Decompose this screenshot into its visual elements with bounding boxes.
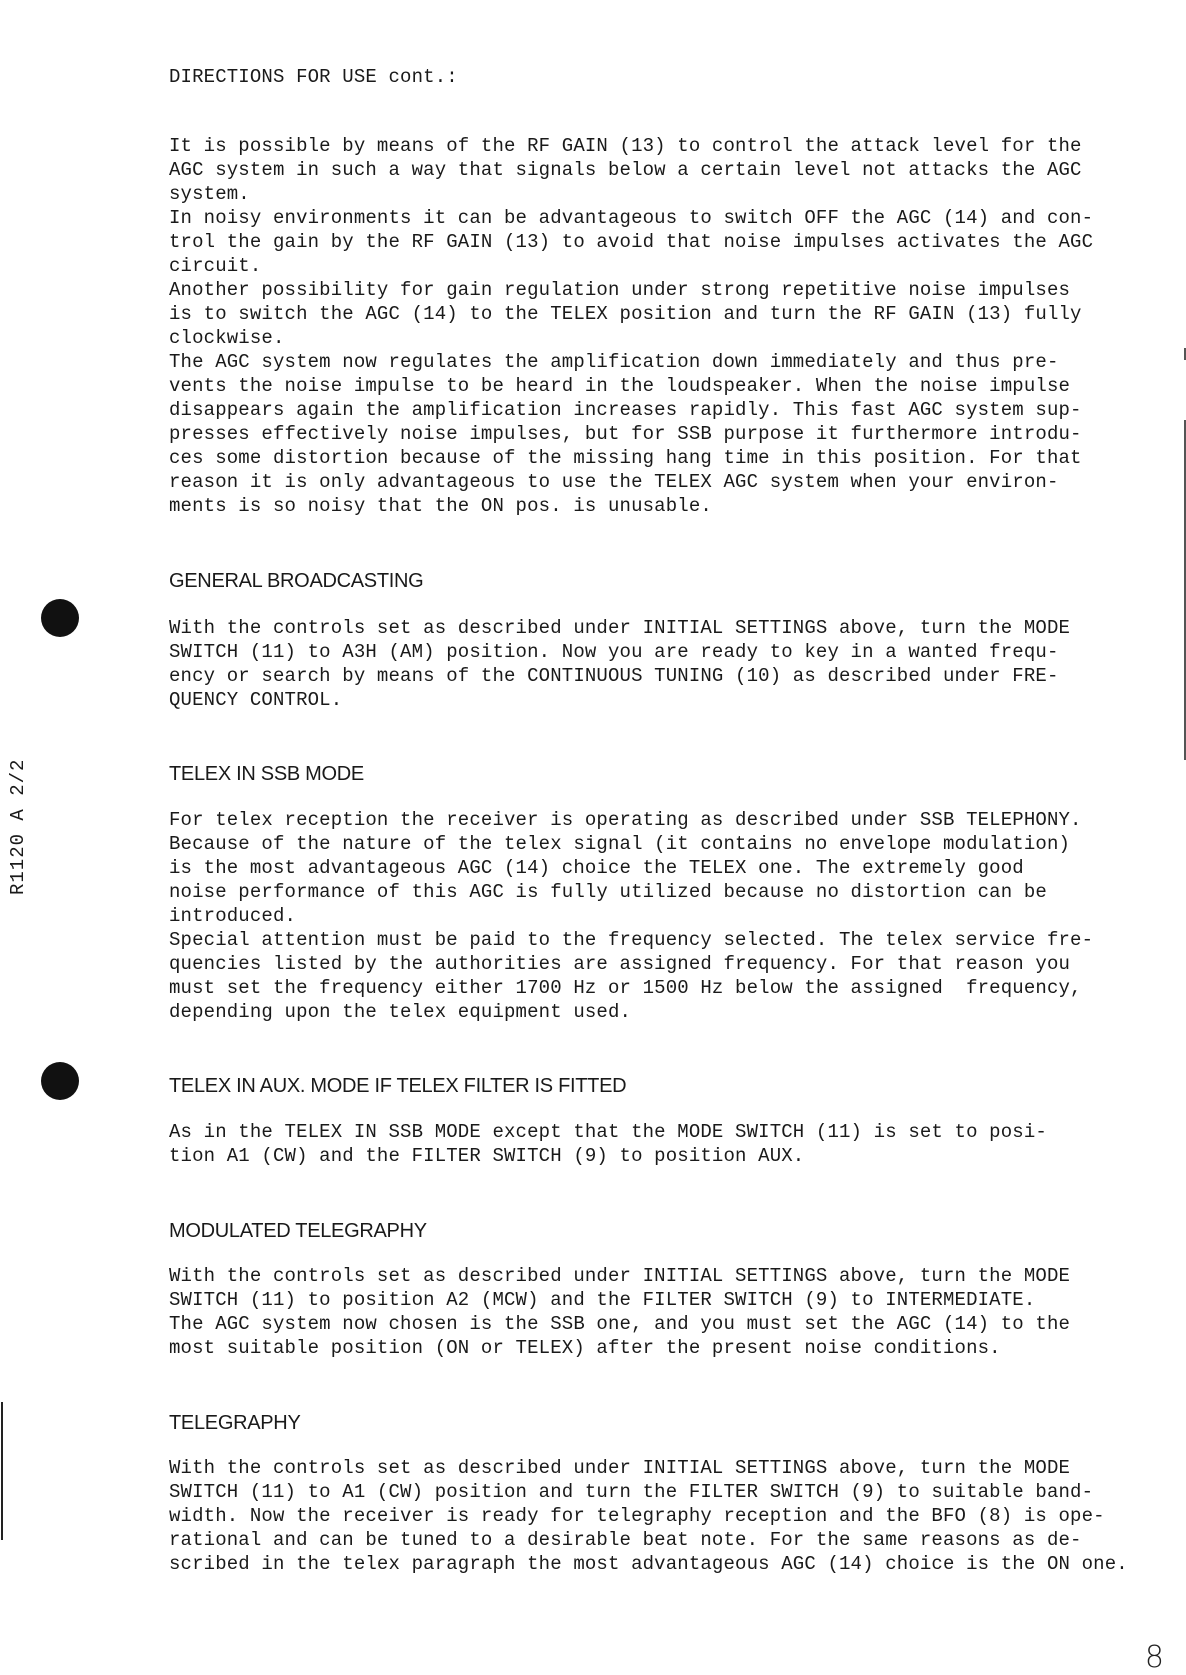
text-line: disappears again the amplification increases rapidly. This fast AGC system sup- [169, 399, 1082, 421]
text-line: Special attention must be paid to the frequency selected. The telex service fre- [169, 929, 1094, 951]
text-line: circuit. [169, 255, 262, 277]
text-line: AGC system in such a way that signals below a certain level not attacks the AGC [169, 159, 1082, 181]
text-line: ments is so noisy that the ON pos. is unusable. [169, 495, 712, 517]
text-line: most suitable position (ON or TELEX) after the present noise conditions. [169, 1337, 1001, 1359]
text-line: is to switch the AGC (14) to the TELEX position and turn the RF GAIN (13) fully [169, 303, 1082, 325]
text-line: The AGC system now regulates the amplification down immediately and thus pre- [169, 351, 1059, 373]
text-line: ces some distortion because of the missing hang time in this position. For that [169, 447, 1082, 469]
text-line: Because of the nature of the telex signal (it contains no envelope modulation) [169, 833, 1071, 855]
text-line: noise performance of this AGC is fully utilized because no distortion can be [169, 881, 1047, 903]
section-heading-modulated-telegraphy: MODULATED TELEGRAPHY [169, 1220, 427, 1242]
text-line: scribed in the telex paragraph the most advantageous AGC (14) choice is the ON one. [169, 1553, 1128, 1575]
page-header: DIRECTIONS FOR USE cont.: [169, 66, 458, 88]
text-line: For telex reception the receiver is operating as described under SSB TELEPHONY. [169, 809, 1082, 831]
section-heading-general-broadcasting: GENERAL BROADCASTING [169, 570, 424, 592]
text-line: With the controls set as described under INITIAL SETTINGS above, turn the MODE [169, 1265, 1071, 1287]
text-line: QUENCY CONTROL. [169, 689, 343, 711]
section-heading-telex-ssb: TELEX IN SSB MODE [169, 763, 364, 785]
scan-edge-mark [1, 1402, 3, 1540]
text-line: quencies listed by the authorities are assigned frequency. For that reason you [169, 953, 1071, 975]
text-line: With the controls set as described under INITIAL SETTINGS above, turn the MODE [169, 1457, 1071, 1479]
text-line: clockwise. [169, 327, 285, 349]
section-body-telex-aux [169, 1120, 1169, 1168]
text-line: SWITCH (11) to position A2 (MCW) and the FILTER SWITCH (9) to INTERMEDIATE. [169, 1289, 1036, 1311]
text-line: As in the TELEX IN SSB MODE except that the MODE SWITCH (11) is set to posi- [169, 1121, 1047, 1143]
text-line: The AGC system now chosen is the SSB one, and you must set the AGC (14) to the [169, 1313, 1071, 1335]
text-line: trol the gain by the RF GAIN (13) to avoid that noise impulses activates the AGC [169, 231, 1094, 253]
margin-bullet [41, 599, 79, 637]
text-line: is the most advantageous AGC (14) choice the TELEX one. The extremely good [169, 857, 1024, 879]
text-line: tion A1 (CW) and the FILTER SWITCH (9) to position AUX. [169, 1145, 805, 1167]
text-line: SWITCH (11) to A1 (CW) position and turn the FILTER SWITCH (9) to suitable band- [169, 1481, 1094, 1503]
text-line: ency or search by means of the CONTINUOUS TUNING (10) as described under FRE- [169, 665, 1059, 687]
text-line: With the controls set as described under INITIAL SETTINGS above, turn the MODE [169, 617, 1071, 639]
text-line: reason it is only advantageous to use the TELEX AGC system when your environ- [169, 471, 1059, 493]
text-line: It is possible by means of the RF GAIN (13) to control the attack level for the [169, 135, 1082, 157]
section-heading-telegraphy: TELEGRAPHY [169, 1412, 301, 1434]
intro-paragraph [169, 134, 1169, 518]
text-line: system. [169, 183, 250, 205]
text-line: introduced. [169, 905, 297, 927]
text-line: depending upon the telex equipment used. [169, 1001, 632, 1023]
text-line: Another possibility for gain regulation under strong repetitive noise impulses [169, 279, 1071, 301]
text-line: rational and can be tuned to a desirable beat note. For the same reasons as de- [169, 1529, 1082, 1551]
text-line: vents the noise impulse to be heard in the loudspeaker. When the noise impulse [169, 375, 1071, 397]
text-line: presses effectively noise impulses, but for SSB purpose it furthermore introdu- [169, 423, 1082, 445]
text-line: SWITCH (11) to A3H (AM) position. Now you are ready to key in a wanted frequ- [169, 641, 1059, 663]
document-code-label: R1120 A 2/2 [7, 758, 29, 895]
section-body-modulated-telegraphy [169, 1264, 1169, 1360]
text-line: In noisy environments it can be advantageous to switch OFF the AGC (14) and con- [169, 207, 1094, 229]
margin-bullet [41, 1062, 79, 1100]
section-body-general-broadcasting [169, 616, 1169, 712]
section-heading-telex-aux: TELEX IN AUX. MODE IF TELEX FILTER IS FITTED [169, 1075, 627, 1097]
section-body-telex-ssb [169, 808, 1169, 1024]
text-line: must set the frequency either 1700 Hz or 1500 Hz below the assigned frequency, [169, 977, 1082, 999]
page-number: 8 [1144, 1640, 1164, 1675]
text-line: width. Now the receiver is ready for telegraphy reception and the BFO (8) is ope- [169, 1505, 1105, 1527]
section-body-telegraphy [169, 1456, 1169, 1576]
